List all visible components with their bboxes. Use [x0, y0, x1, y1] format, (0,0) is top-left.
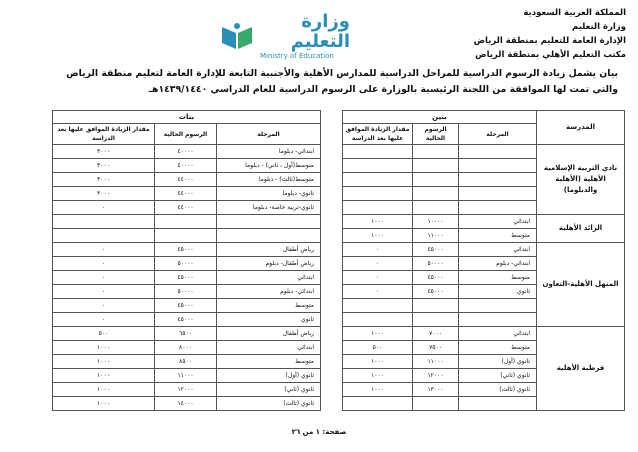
boys-stage-cell: ابتدائي- دبلوم: [459, 257, 537, 271]
table-row: [53, 243, 625, 257]
gap-cell: [321, 313, 343, 327]
girls-stage-cell: ابتدائي- دبلوم: [217, 285, 321, 299]
boys-increase-cell: ١٠٠٠: [343, 383, 413, 397]
gap-cell: [321, 369, 343, 383]
girls-increase-cell: [53, 215, 155, 229]
boys-fee-cell: [413, 173, 459, 187]
girls-stage-cell: ثانوي-تربية خاصة- دبلوما: [217, 201, 321, 215]
gap-cell: [321, 341, 343, 355]
girls-stage-cell: متوسط(ثالث) - دبلوما: [217, 173, 321, 187]
org-line-3: الإدارة العامة للتعليم بمنطقة الرياض: [473, 36, 626, 46]
boys-increase-cell: [343, 313, 413, 327]
girls-fee-cell: ٤٠٠٠٠: [155, 145, 217, 159]
boys-fee-cell: ١٣٠٠٠: [413, 383, 459, 397]
girls-increase-cell: ٠: [53, 201, 155, 215]
header-gap: [321, 111, 343, 145]
boys-increase-cell: [343, 187, 413, 201]
boys-increase-cell: ١٠٠٠: [343, 215, 413, 229]
boys-stage-cell: [459, 299, 537, 313]
girls-fee-cell: ١٢٠٠٠: [155, 383, 217, 397]
girls-stage-cell: رياض أطفال: [217, 243, 321, 257]
gap-cell: [321, 383, 343, 397]
boys-increase-cell: [343, 145, 413, 159]
boys-increase-cell: ٠: [343, 271, 413, 285]
boys-stage-cell: ثانوي: [459, 285, 537, 299]
boys-stage-cell: ابتدائي: [459, 327, 537, 341]
logo-arabic-text: وزارة التعليم: [290, 10, 350, 52]
boys-increase-cell: ٠: [343, 285, 413, 299]
girls-fee-cell: ٤٤٠٠٠: [155, 173, 217, 187]
book-logo-icon: [220, 21, 254, 51]
gap-cell: [321, 355, 343, 369]
boys-fee-cell: ٥٠٠٠٠: [413, 257, 459, 271]
school-name: المنهل الأهلية-التعاون: [537, 243, 625, 327]
girls-stage-cell: [217, 215, 321, 229]
boys-fee-cell: ١١٠٠٠: [413, 355, 459, 369]
girls-increase-cell: ٠: [53, 243, 155, 257]
org-line-1: المملكة العربية السعودية: [523, 8, 626, 18]
girls-fee-cell: ١٤٠٠٠: [155, 397, 217, 411]
boys-stage-cell: ثانوي (ثالث): [459, 383, 537, 397]
girls-stage-cell: ثانوي- دبلوما: [217, 187, 321, 201]
boys-fee-cell: ١٢٠٠٠: [413, 369, 459, 383]
girls-fee-cell: [155, 229, 217, 243]
girls-increase-cell: ٠: [53, 313, 155, 327]
boys-stage-cell: ثانوي (ثاني): [459, 369, 537, 383]
girls-increase-cell: ٠: [53, 299, 155, 313]
girls-increase-cell: ١٠٠٠: [53, 383, 155, 397]
boys-fee-cell: [413, 145, 459, 159]
girls-stage-cell: رياض أطفال: [217, 327, 321, 341]
boys-fee-cell: [413, 313, 459, 327]
girls-increase-cell: ٠: [53, 285, 155, 299]
boys-fee-cell: ١١٠٠٠: [413, 229, 459, 243]
girls-increase-cell: ١٠٠٠: [53, 355, 155, 369]
boys-fee-cell: [413, 397, 459, 411]
girls-stage-cell: ثانوي (أول): [217, 369, 321, 383]
school-name: الرائد الأهلية: [537, 215, 625, 243]
gap-cell: [321, 145, 343, 159]
gap-cell: [321, 159, 343, 173]
girls-increase-cell: ٥٠٠: [53, 327, 155, 341]
table-row: [53, 327, 625, 341]
girls-increase-cell: ٠: [53, 257, 155, 271]
girls-increase-cell: ١٠٠٠: [53, 397, 155, 411]
boys-increase-cell: ٠: [343, 243, 413, 257]
boys-stage-cell: [459, 159, 537, 173]
girls-stage-cell: ابتدائي: [217, 271, 321, 285]
gap-cell: [321, 229, 343, 243]
boys-fee-cell: ٧٥٠٠: [413, 341, 459, 355]
girls-increase-cell: ٣٠٠٠: [53, 159, 155, 173]
boys-increase-cell: [343, 299, 413, 313]
header-boys-increase: مقدار الزيادة الموافق عليها بعد الدراسة: [343, 124, 413, 145]
girls-fee-cell: ٤٥٠٠٠: [155, 243, 217, 257]
header-girls-increase: مقدار الزيادة الموافق عليها بعد الدراسة: [53, 124, 155, 145]
boys-stage-cell: [459, 313, 537, 327]
gap-cell: [321, 327, 343, 341]
girls-stage-cell: ابتدائي- دبلوما: [217, 145, 321, 159]
boys-stage-cell: [459, 173, 537, 187]
boys-increase-cell: [343, 159, 413, 173]
boys-stage-cell: متوسط: [459, 271, 537, 285]
table-row: [53, 215, 625, 229]
header-girls-fee: الرسوم الحالية: [155, 124, 217, 145]
boys-stage-cell: [459, 397, 537, 411]
org-line-2: وزارة التعليم: [572, 22, 626, 32]
gap-cell: [321, 243, 343, 257]
title-line-2: والتي تمت لها الموافقة من اللجنة الرئيسية بالوزارة على الرسوم الدراسية للعام الدراسي ١٤٣٩/١٤٤٠هـ: [148, 84, 618, 95]
girls-stage-cell: متوسط(أول ، ثاني) - دبلوما: [217, 159, 321, 173]
page-footer: صفحة: ١ من ٢٦: [291, 428, 347, 436]
girls-fee-cell: ٤٥٠٠٠: [155, 271, 217, 285]
table-row: [53, 145, 625, 159]
boys-stage-cell: متوسط: [459, 229, 537, 243]
girls-stage-cell: [217, 229, 321, 243]
boys-stage-cell: ابتدائي: [459, 243, 537, 257]
gap-cell: [321, 285, 343, 299]
header-girls: بنات: [53, 111, 321, 124]
boys-fee-cell: ١٠٠٠٠: [413, 215, 459, 229]
header-boys: بنين: [343, 111, 537, 124]
fees-table: [52, 110, 625, 411]
girls-stage-cell: ثانوي: [217, 313, 321, 327]
school-name: نادي التربية الإسلامية الأهلية (الأهلية والدبلوما): [537, 145, 625, 215]
header-girls-stage: المرحلة: [217, 124, 321, 145]
boys-increase-cell: [343, 173, 413, 187]
girls-fee-cell: ٤٤٠٠٠: [155, 201, 217, 215]
boys-fee-cell: [413, 201, 459, 215]
gap-cell: [321, 397, 343, 411]
gap-cell: [321, 215, 343, 229]
boys-fee-cell: [413, 159, 459, 173]
girls-fee-cell: ٥٠٠٠٠: [155, 257, 217, 271]
girls-fee-cell: ٤٤٠٠٠: [155, 187, 217, 201]
girls-increase-cell: ١٠٠٠: [53, 341, 155, 355]
girls-fee-cell: ٤٠٠٠٠: [155, 159, 217, 173]
boys-stage-cell: ثانوي (أول): [459, 355, 537, 369]
boys-increase-cell: ١٠٠٠: [343, 229, 413, 243]
boys-increase-cell: ١٠٠٠: [343, 355, 413, 369]
gap-cell: [321, 271, 343, 285]
boys-increase-cell: ٥٠٠: [343, 341, 413, 355]
document-title: [60, 66, 618, 98]
girls-fee-cell: ٨٥٠٠: [155, 355, 217, 369]
girls-fee-cell: [155, 215, 217, 229]
gap-cell: [321, 299, 343, 313]
girls-fee-cell: ١١٠٠٠: [155, 369, 217, 383]
ministry-logo: [220, 10, 350, 62]
boys-stage-cell: [459, 187, 537, 201]
table-body: [53, 145, 625, 411]
gap-cell: [321, 201, 343, 215]
boys-increase-cell: [343, 397, 413, 411]
boys-fee-cell: ٤٥٠٠٠: [413, 271, 459, 285]
boys-increase-cell: ١٠٠٠: [343, 327, 413, 341]
girls-stage-cell: متوسط: [217, 299, 321, 313]
boys-stage-cell: [459, 145, 537, 159]
girls-stage-cell: ثانوي (ثالث): [217, 397, 321, 411]
girls-increase-cell: ١٠٠٠: [53, 369, 155, 383]
boys-stage-cell: متوسط: [459, 341, 537, 355]
header-boys-stage: المرحلة: [459, 124, 537, 145]
girls-increase-cell: ٣٠٠٠: [53, 173, 155, 187]
girls-increase-cell: ٠: [53, 271, 155, 285]
boys-fee-cell: [413, 187, 459, 201]
gap-cell: [321, 187, 343, 201]
girls-fee-cell: ٤٥٠٠٠: [155, 313, 217, 327]
school-name: قرطبة الأهلية: [537, 327, 625, 411]
girls-stage-cell: رياض أطفال- دبلوم: [217, 257, 321, 271]
girls-stage-cell: متوسط: [217, 355, 321, 369]
girls-fee-cell: ٤٥٠٠٠: [155, 299, 217, 313]
title-line-1: بيان يشمل زيادة الرسوم الدراسية للمراحل الدراسية للمدارس الأهلية والأجنبية التابعة للإدارة العامة لتعليم منطقة الرياض: [66, 68, 618, 79]
boys-stage-cell: ابتدائي: [459, 215, 537, 229]
girls-fee-cell: ٥٠٠٠٠: [155, 285, 217, 299]
girls-stage-cell: ابتدائي: [217, 341, 321, 355]
gap-cell: [321, 257, 343, 271]
girls-increase-cell: ٣٠٠٠: [53, 145, 155, 159]
girls-increase-cell: ٣٠٠٠: [53, 187, 155, 201]
gap-cell: [321, 173, 343, 187]
boys-increase-cell: ١٠٠٠: [343, 369, 413, 383]
logo-english-text: Ministry of Education: [260, 51, 334, 60]
boys-fee-cell: [413, 299, 459, 313]
girls-fee-cell: ٦٥٠٠: [155, 327, 217, 341]
header-school: المدرسة: [537, 111, 625, 145]
boys-fee-cell: ٤٥٠٠٠: [413, 243, 459, 257]
boys-increase-cell: ٠: [343, 257, 413, 271]
boys-fee-cell: ٤٥٠٠٠: [413, 285, 459, 299]
boys-increase-cell: [343, 201, 413, 215]
organization-header: [474, 6, 626, 62]
girls-stage-cell: ثانوي (ثاني): [217, 383, 321, 397]
boys-fee-cell: ٧٠٠٠: [413, 327, 459, 341]
boys-stage-cell: [459, 201, 537, 215]
header-boys-fee: الرسوم الحالية: [413, 124, 459, 145]
girls-increase-cell: [53, 229, 155, 243]
girls-fee-cell: ٨٠٠٠: [155, 341, 217, 355]
org-line-4: مكتب التعليم الأهلي بمنطقة الرياض: [475, 50, 626, 60]
